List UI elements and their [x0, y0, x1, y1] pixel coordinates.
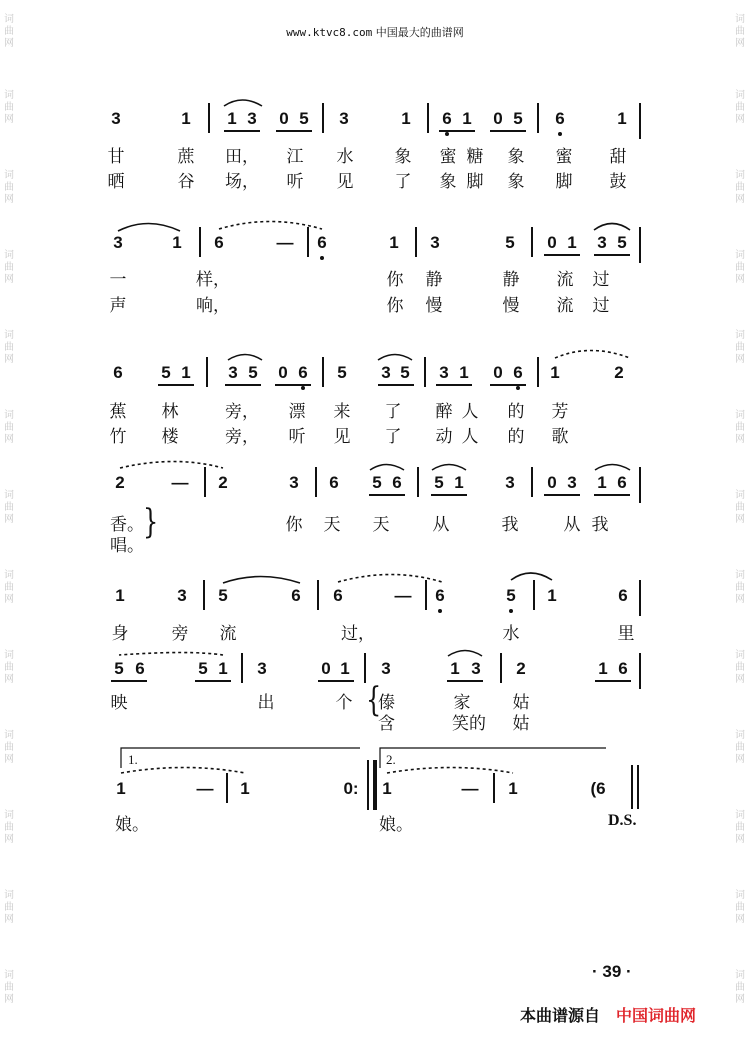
lyric: 我 — [501, 515, 519, 535]
watermark-text: 词曲网 — [4, 810, 14, 845]
header-site: 中国最大的曲谱网 — [375, 26, 464, 39]
watermark-text: 词曲网 — [735, 570, 745, 605]
lyric: 含 — [378, 714, 395, 734]
volta-bracket-2 — [380, 748, 606, 768]
tie — [119, 653, 223, 656]
slur — [370, 465, 404, 471]
note: 6 — [317, 233, 327, 252]
lyric: 的 — [507, 427, 525, 447]
lyric: 场， — [225, 172, 259, 192]
tie — [121, 768, 245, 774]
watermark-text: 词曲网 — [735, 810, 745, 845]
lyric: 听 — [286, 172, 304, 192]
watermark-text: 词曲网 — [4, 90, 14, 125]
note: 2 — [614, 363, 624, 382]
note: 5 — [505, 233, 515, 252]
watermark-text: 词曲网 — [4, 14, 14, 49]
watermark-text: 词曲网 — [4, 890, 14, 925]
note: 0 — [493, 363, 503, 382]
lyric: 我 — [591, 515, 609, 535]
note: 1 — [115, 586, 125, 605]
watermark-text: 词曲网 — [735, 490, 745, 525]
lyric: 象 — [394, 147, 412, 167]
lyric: 见 — [336, 172, 354, 192]
lyric: 歌 — [551, 427, 569, 447]
watermark-text: 词曲网 — [4, 330, 14, 365]
note: 3 — [381, 659, 391, 678]
note: 6 — [442, 109, 452, 128]
note: 5 — [161, 363, 171, 382]
lyric: 慢 — [502, 296, 520, 316]
lyric: 个 — [335, 693, 353, 713]
lyric: 家 — [453, 693, 471, 713]
note: 5 — [337, 363, 347, 382]
watermark-text: 词曲网 — [4, 490, 14, 525]
note: 1 — [450, 659, 460, 678]
note: 6 — [291, 586, 301, 605]
note: 6 — [333, 586, 343, 605]
note: 3 — [289, 473, 299, 492]
lyric: 蔗 — [177, 147, 195, 167]
lyric: 旁， — [225, 427, 259, 447]
slur — [378, 355, 412, 361]
lyric: 静 — [502, 270, 520, 290]
lyric: 醉 — [435, 402, 453, 422]
lyric: 样， — [196, 270, 230, 290]
lyric: 象 — [507, 147, 525, 167]
tie — [120, 462, 223, 469]
note: 1 — [172, 233, 182, 252]
note: 3 — [113, 233, 123, 252]
slur — [224, 100, 262, 106]
note: 3 — [339, 109, 349, 128]
lyric: 娘。 — [379, 815, 413, 835]
lyric: 了 — [384, 402, 402, 422]
watermark-text: 词曲网 — [4, 730, 14, 765]
lyric: 里 — [617, 624, 635, 644]
note: 1 — [550, 363, 560, 382]
lyric: 流 — [219, 624, 237, 644]
tie — [219, 222, 322, 230]
slur — [555, 351, 630, 359]
lyric: 来 — [333, 402, 351, 422]
brace: { — [366, 680, 382, 720]
slur — [594, 224, 630, 231]
lyric: 旁， — [225, 402, 259, 422]
note: 3 — [439, 363, 449, 382]
watermark-text: 词曲网 — [4, 570, 14, 605]
lyric: 你 — [386, 270, 404, 290]
volta-2: 2. — [386, 752, 396, 767]
note: 3 — [247, 109, 257, 128]
lyric: 姑 — [512, 693, 530, 713]
note: 2 — [516, 659, 526, 678]
footer-brand[interactable]: 中国词曲网 — [616, 1006, 697, 1025]
note: 3 — [257, 659, 267, 678]
note: 5 — [400, 363, 410, 382]
note: — — [171, 473, 189, 492]
note: 6 — [392, 473, 402, 492]
lyric: 慢 — [425, 296, 443, 316]
lyric: 人 — [461, 427, 479, 447]
lyric: 傣 — [378, 693, 395, 713]
note: 1 — [240, 779, 250, 798]
watermark-text: 词曲网 — [735, 330, 745, 365]
lyric: 听 — [288, 427, 306, 447]
lyric: 的 — [507, 402, 525, 422]
lyric: 声 — [109, 296, 127, 316]
lyric: 漂 — [288, 402, 306, 422]
watermark-text: 词曲网 — [4, 650, 14, 685]
watermark-text: 词曲网 — [735, 890, 745, 925]
footer-source-text: 本曲谱源自 — [520, 1006, 601, 1025]
tie — [387, 768, 513, 774]
slur — [511, 573, 552, 580]
lyric: 身 — [111, 624, 129, 644]
note: 1 — [459, 363, 469, 382]
note: (6 — [590, 779, 606, 798]
volta-1: 1. — [128, 752, 138, 767]
note: 5 — [114, 659, 124, 678]
note: 1 — [598, 659, 608, 678]
lyric: 笑的 — [452, 714, 486, 734]
note: 3 — [430, 233, 440, 252]
lyric: 过， — [341, 624, 375, 644]
watermark-text: 词曲网 — [735, 730, 745, 765]
lyric: 田， — [225, 147, 259, 167]
lyric: 谷 — [177, 172, 195, 192]
watermark-text: 词曲网 — [4, 410, 14, 445]
note: 0 — [547, 233, 557, 252]
watermark-text: 词曲网 — [735, 410, 745, 445]
note: 5 — [248, 363, 258, 382]
lyric: 过 — [592, 270, 610, 290]
lyric: 出 — [257, 693, 275, 713]
note: 0 — [321, 659, 331, 678]
slur — [228, 355, 262, 361]
lyric: 林 — [161, 402, 179, 422]
lyric: 见 — [333, 427, 351, 447]
lyric: 一 — [109, 270, 127, 290]
note: 5 — [513, 109, 523, 128]
note: 1 — [181, 363, 191, 382]
note: 6 — [298, 363, 308, 382]
lyric: 你 — [285, 515, 303, 535]
lyric: 蜜 — [555, 147, 573, 167]
lyric: 人 — [461, 402, 479, 422]
note: 6 — [513, 363, 523, 382]
ds-marking: D.S. — [608, 812, 637, 829]
lyric: 流 — [556, 270, 574, 290]
note: 0 — [547, 473, 557, 492]
lyric: 水 — [336, 147, 354, 167]
tie — [338, 575, 442, 583]
note: 1 — [567, 233, 577, 252]
note: 0: — [343, 779, 359, 798]
note: 5 — [198, 659, 208, 678]
lyric: 从 — [432, 515, 450, 535]
note: 3 — [228, 363, 238, 382]
lyric: 动 — [435, 427, 453, 447]
watermark-text: 词曲网 — [735, 14, 745, 49]
slur — [118, 224, 180, 232]
note: 2 — [115, 473, 125, 492]
note: 6 — [618, 586, 628, 605]
note: 1 — [547, 586, 557, 605]
lyric: 唱。 — [110, 536, 144, 556]
page-number: · 39 · — [592, 962, 632, 981]
note: 1 — [116, 779, 126, 798]
note: 0 — [279, 109, 289, 128]
note: 3 — [567, 473, 577, 492]
note: 3 — [111, 109, 121, 128]
note: 6 — [113, 363, 123, 382]
footer-source — [520, 1003, 696, 1026]
lyric: 流 — [556, 296, 574, 316]
slur — [432, 465, 466, 471]
lyric: 映 — [110, 693, 128, 713]
note: 1 — [597, 473, 607, 492]
note: 6 — [618, 659, 628, 678]
lyric: 甜 — [609, 147, 627, 167]
lyric: 楼 — [161, 427, 179, 447]
lyric: 脚 — [555, 172, 573, 192]
lyric: 香。 — [110, 515, 144, 535]
note: 1 — [227, 109, 237, 128]
note: 6 — [555, 109, 565, 128]
lyric: 蜜 — [439, 147, 457, 167]
note: 3 — [177, 586, 187, 605]
lyric: 了 — [384, 427, 402, 447]
note: — — [461, 779, 479, 798]
watermark-text: 词曲网 — [735, 170, 745, 205]
note: 5 — [617, 233, 627, 252]
lyric: 响， — [196, 296, 230, 316]
note: 1 — [389, 233, 399, 252]
note: 3 — [381, 363, 391, 382]
lyric: 过 — [592, 296, 610, 316]
lyric: 脚 — [466, 172, 484, 192]
lyric: 象 — [439, 172, 457, 192]
header-url: www.ktvc8.com — [286, 26, 373, 39]
lyric: 水 — [502, 624, 520, 644]
note: 6 — [617, 473, 627, 492]
note: 1 — [462, 109, 472, 128]
lyric: 糖 — [466, 147, 484, 167]
lyric: 天 — [372, 515, 390, 535]
note: 5 — [372, 473, 382, 492]
lyric: 晒 — [107, 172, 125, 192]
note: — — [276, 233, 294, 252]
note: 2 — [218, 473, 228, 492]
note: 1 — [181, 109, 191, 128]
note: 3 — [471, 659, 481, 678]
volta-bracket-1 — [121, 748, 360, 768]
watermark-text: 词曲网 — [4, 970, 14, 1005]
lyric: 娘。 — [115, 815, 149, 835]
note: 6 — [135, 659, 145, 678]
lyric: 芳 — [551, 402, 569, 422]
note: 1 — [508, 779, 518, 798]
lyric: 了 — [394, 172, 412, 192]
watermark-text: 词曲网 — [4, 170, 14, 205]
lyric: 天 — [323, 515, 341, 535]
lyric: 竹 — [109, 427, 127, 447]
note: 5 — [434, 473, 444, 492]
note: 1 — [218, 659, 228, 678]
note: 1 — [340, 659, 350, 678]
lyric: 鼓 — [609, 172, 627, 192]
lyric: 静 — [425, 270, 443, 290]
lyric: 从 — [563, 515, 581, 535]
note: 3 — [505, 473, 515, 492]
note: 6 — [329, 473, 339, 492]
watermark-text: 词曲网 — [735, 90, 745, 125]
note: — — [394, 586, 412, 605]
watermark-text: 词曲网 — [735, 650, 745, 685]
note: 6 — [214, 233, 224, 252]
lyric: 蕉 — [109, 402, 127, 422]
brace: } — [143, 502, 159, 542]
slur — [448, 651, 482, 657]
note: 6 — [435, 586, 445, 605]
lyric: 姑 — [512, 714, 530, 734]
note: 5 — [506, 586, 516, 605]
lyric: 甘 — [107, 147, 125, 167]
slur — [223, 577, 300, 584]
lyric: 象 — [507, 172, 525, 192]
note: 1 — [382, 779, 392, 798]
note: 1 — [401, 109, 411, 128]
note: — — [196, 779, 214, 798]
watermark-text: 词曲网 — [735, 970, 745, 1005]
note: 0 — [493, 109, 503, 128]
watermark-text: 词曲网 — [735, 250, 745, 285]
note: 5 — [299, 109, 309, 128]
lyric: 江 — [286, 147, 304, 167]
note: 5 — [218, 586, 228, 605]
lyric: 旁 — [171, 624, 189, 644]
note: 3 — [597, 233, 607, 252]
watermark-text: 词曲网 — [4, 250, 14, 285]
note: 1 — [617, 109, 627, 128]
lyric: 你 — [386, 296, 404, 316]
note: 1 — [454, 473, 464, 492]
note: 0 — [278, 363, 288, 382]
slur — [595, 465, 630, 471]
